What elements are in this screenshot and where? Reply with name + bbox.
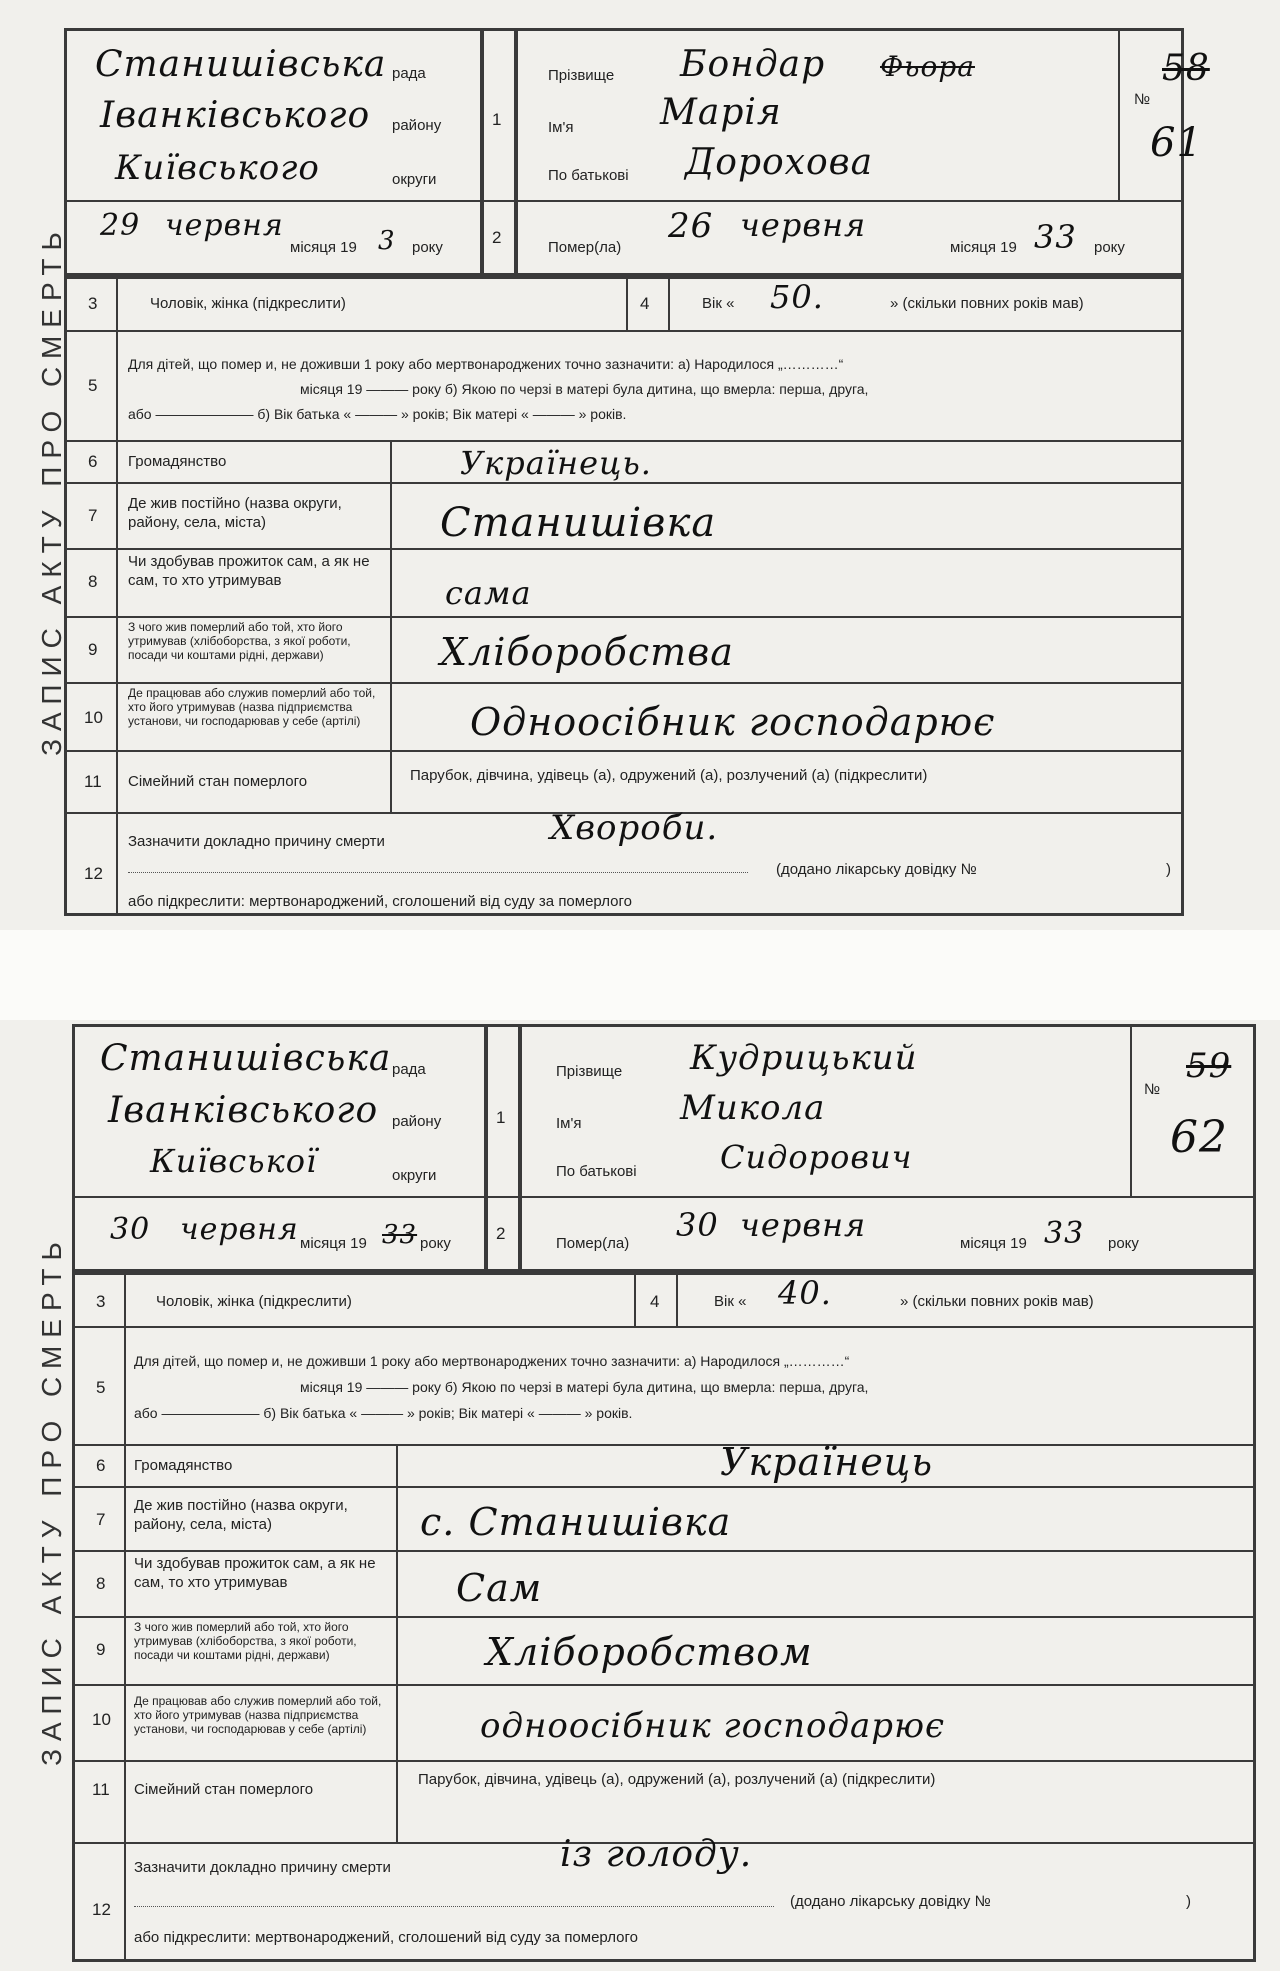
side-title: ЗАПИС АКТУ ПРО СМЕРТЬ <box>36 224 68 756</box>
number-value: 61 <box>1150 120 1203 166</box>
certificate-label: (додано лікарську довідку № <box>790 1893 991 1910</box>
row-4-number: 4 <box>650 1292 660 1311</box>
row-5-number: 5 <box>88 376 98 395</box>
death-record-sheet-1 <box>0 0 1280 930</box>
stillborn-label: або підкреслити: мертвонароджений, сголошений від суду за померлого <box>128 893 633 910</box>
reg-month: червня <box>165 208 284 243</box>
cause-label: Зазначити докладно причину смерти <box>128 833 385 850</box>
row-10-bottom <box>72 1760 1256 1762</box>
row-9-number: 9 <box>96 1640 106 1659</box>
label-col-line <box>396 1444 398 1842</box>
number-box-divider <box>1130 1026 1132 1196</box>
certificate-label: (додано лікарську довідку № <box>776 861 977 878</box>
age-label-end: » (скільки повних років мав) <box>900 1293 1094 1310</box>
death-month-label: місяця 19 <box>960 1235 1027 1252</box>
header-divider <box>72 1196 1256 1198</box>
page-gap <box>0 930 1280 1020</box>
row-6-number: 6 <box>96 1456 106 1475</box>
row-3-split-b <box>668 276 670 330</box>
rada-label: рада <box>392 65 426 82</box>
raion-label: району <box>392 117 442 134</box>
name-label: Ім'я <box>556 1115 582 1132</box>
certificate-end: ) <box>1166 861 1171 878</box>
row-9-bottom <box>64 682 1184 684</box>
row-3-number: 3 <box>96 1292 106 1311</box>
row-7-bottom <box>64 548 1184 550</box>
name-value: Марія <box>660 92 782 133</box>
reg-year-label: року <box>412 239 443 256</box>
num-col-line <box>116 276 118 916</box>
header-divider <box>64 200 1184 202</box>
row-3-split-a <box>634 1272 636 1326</box>
row-10-number: 10 <box>84 708 103 727</box>
row-5-bottom <box>64 440 1184 442</box>
death-day: 26 <box>668 206 714 246</box>
reg-year-label: року <box>420 1235 451 1252</box>
death-year: 33 <box>1034 218 1077 256</box>
row-6-bottom <box>72 1486 1256 1488</box>
citizenship-value: Українець <box>720 1440 934 1484</box>
children-line-2: місяця 19 ——— року б) Якою по черзі в матері була дитина, що вмерла: перша, друга, <box>300 1379 869 1395</box>
age-value: 40. <box>778 1274 832 1312</box>
pomer-label: Помер(ла) <box>548 239 622 256</box>
citizenship-label: Громадянство <box>128 453 227 470</box>
age-label-end: » (скільки повних років мав) <box>890 295 1084 312</box>
patronymic-label: По батькові <box>556 1163 637 1180</box>
age-label: Вік « <box>714 1293 747 1310</box>
support-value: Сам <box>456 1566 543 1610</box>
row-7-bottom <box>72 1550 1256 1552</box>
reg-day: 30 <box>110 1212 151 1247</box>
cause-value: Хвороби. <box>550 808 719 848</box>
livelihood-value: Хліборобством <box>486 1630 813 1674</box>
number-label: № <box>1134 91 1151 108</box>
rada-value: Станишівська <box>100 1038 392 1079</box>
raion-label: району <box>392 1113 442 1130</box>
row-8-bottom <box>72 1616 1256 1618</box>
certificate-end: ) <box>1186 1893 1191 1910</box>
name-value: Микола <box>680 1088 826 1128</box>
age-label: Вік « <box>702 295 735 312</box>
reg-year: 33 <box>382 1220 418 1250</box>
residence-label: Де жив постійно (назва округи, району, села, міста) <box>134 1497 348 1533</box>
row-6-bottom <box>64 482 1184 484</box>
residence-value: с. Станишівка <box>420 1500 732 1544</box>
reg-month: червня <box>180 1212 299 1247</box>
gender-label: Чоловік, жінка (підкреслити) <box>156 1293 352 1310</box>
residence-value: Станишівка <box>440 500 717 546</box>
row-8-bottom <box>64 616 1184 618</box>
name-label: Ім'я <box>548 119 574 136</box>
reg-month-label: місяця 19 <box>290 239 357 256</box>
family-options: Парубок, дівчина, удівець (а), одружений (а), розлучений (а) (підкреслити) <box>410 767 928 784</box>
livelihood-label: З чого жив померлий або той, хто його утримував (хлібоборства, з якої роботи, посади чи коштами рідні, держави) <box>134 1620 357 1662</box>
family-options: Парубок, дівчина, удівець (а), одружений (а), розлучений (а) (підкреслити) <box>418 1771 936 1788</box>
number-value: 62 <box>1170 1112 1228 1163</box>
surname-value: Кудрицький <box>690 1038 918 1078</box>
death-record-sheet-2 <box>0 1020 1280 1971</box>
work-label: Де працював або служив померлий або той, хто його утримував (назва підприємства установи, чи господарював у себе (артілі) <box>128 686 376 728</box>
cause-label: Зазначити докладно причину смерти <box>134 1859 391 1876</box>
patronymic-label: По батькові <box>548 167 629 184</box>
row-9-number: 9 <box>88 640 98 659</box>
label-col-line <box>390 440 392 812</box>
side-title: ЗАПИС АКТУ ПРО СМЕРТЬ <box>36 1234 68 1766</box>
family-label: Сімейний стан померлого <box>128 773 308 790</box>
support-label: Чи здобував прожиток сам, а як не сам, то хто утримував <box>134 1555 376 1591</box>
work-label: Де працював або служив померлий або той, хто його утримував (назва підприємства установи, чи господарював у себе (артілі) <box>134 1694 382 1736</box>
okruha-value: Київського <box>115 148 320 188</box>
age-value: 50. <box>770 278 824 316</box>
family-label: Сімейний стан померлого <box>134 1781 314 1798</box>
surname-value: Бондар <box>680 44 826 85</box>
row-1-number: 1 <box>492 110 502 129</box>
row-8-number: 8 <box>88 572 98 591</box>
rada-value: Станишівська <box>95 44 387 85</box>
row-5-number: 5 <box>96 1378 106 1397</box>
okruha-label: округи <box>392 171 437 188</box>
okruha-label: округи <box>392 1167 437 1184</box>
children-line-1: Для дітей, що помер и, не доживши 1 року або мертвонароджених точно зазначити: а) Народилося „…………“ <box>134 1353 850 1369</box>
surname-label: Прізвище <box>556 1063 623 1080</box>
residence-label: Де жив постійно (назва округи, району, села, міста) <box>128 495 342 531</box>
gender-label: Чоловік, жінка (підкреслити) <box>150 295 346 312</box>
death-month: червня <box>740 206 867 244</box>
work-value: одноосібник господарює <box>480 1706 946 1746</box>
surname-struck: Фьора <box>880 50 975 83</box>
stillborn-label: або підкреслити: мертвонароджений, сголошений від суду за померлого <box>134 1929 639 1946</box>
row-3-number: 3 <box>88 294 98 313</box>
support-label: Чи здобував прожиток сам, а як не сам, то хто утримував <box>128 553 370 589</box>
death-year-label: року <box>1094 239 1125 256</box>
number-label: № <box>1144 1081 1161 1098</box>
rada-label: рада <box>392 1061 426 1078</box>
reg-month-label: місяця 19 <box>300 1235 367 1252</box>
death-year: 33 <box>1044 1216 1085 1251</box>
number-old: 58 <box>1162 48 1210 89</box>
patronymic-value: Сидорович <box>720 1138 913 1176</box>
row-2-number: 2 <box>496 1224 506 1243</box>
row-4-number: 4 <box>640 294 650 313</box>
raion-value: Іванківського <box>100 95 371 136</box>
death-year-label: року <box>1108 1235 1139 1252</box>
row-7-number: 7 <box>96 1510 106 1529</box>
reg-day: 29 <box>100 208 141 243</box>
cause-value: із голоду. <box>560 1834 753 1875</box>
work-value: Одноосібник господарює <box>470 700 996 744</box>
death-day: 30 <box>676 1206 719 1244</box>
livelihood-label: З чого жив померлий або той, хто його утримував (хлібоборства, з якої роботи, посади чи коштами рідні, держави) <box>128 620 351 662</box>
citizenship-value: Українець. <box>460 444 652 482</box>
row-3-split-b <box>676 1272 678 1326</box>
row-12-number: 12 <box>84 864 103 883</box>
row-11-number: 11 <box>92 1780 110 1799</box>
row-6-number: 6 <box>88 452 98 471</box>
row-9-bottom <box>72 1684 1256 1686</box>
surname-label: Прізвище <box>548 67 615 84</box>
row-10-number: 10 <box>92 1710 111 1729</box>
death-month-label: місяця 19 <box>950 239 1017 256</box>
cause-line <box>134 1906 774 1907</box>
row-7-number: 7 <box>88 506 98 525</box>
row-11-number: 11 <box>84 772 102 791</box>
number-box-divider <box>1118 30 1120 200</box>
pomer-label: Помер(ла) <box>556 1235 630 1252</box>
livelihood-value: Хліборобства <box>440 630 734 674</box>
number-old: 59 <box>1186 1046 1232 1086</box>
row-8-number: 8 <box>96 1574 106 1593</box>
okruha-value: Київської <box>150 1142 318 1180</box>
children-line-2: місяця 19 ——— року б) Якою по черзі в матері була дитина, що вмерла: перша, друга, <box>300 381 869 397</box>
children-line-3: або ——————— б) Вік батька « ——— » років; Вік матері « ——— » років. <box>134 1405 633 1421</box>
support-value: сама <box>445 574 532 612</box>
reg-year: 3 <box>378 226 396 256</box>
cause-line <box>128 872 748 873</box>
row-3-bottom <box>64 330 1184 332</box>
raion-value: Іванківського <box>108 1090 379 1131</box>
row-3-bottom <box>72 1326 1256 1328</box>
row-3-split-a <box>626 276 628 330</box>
children-line-1: Для дітей, що помер и, не доживши 1 року або мертвонароджених точно зазначити: а) Народилося „…………“ <box>128 356 844 372</box>
row-1-number: 1 <box>496 1108 506 1127</box>
patronymic-value: Дорохова <box>685 142 874 183</box>
row-2-number: 2 <box>492 228 502 247</box>
row-12-number: 12 <box>92 1900 111 1919</box>
citizenship-label: Громадянство <box>134 1457 233 1474</box>
row-10-bottom <box>64 750 1184 752</box>
row-5-bottom <box>72 1444 1256 1446</box>
death-month: червня <box>740 1206 867 1244</box>
children-line-3: або ——————— б) Вік батька « ——— » років; Вік матері « ——— » років. <box>128 406 627 422</box>
